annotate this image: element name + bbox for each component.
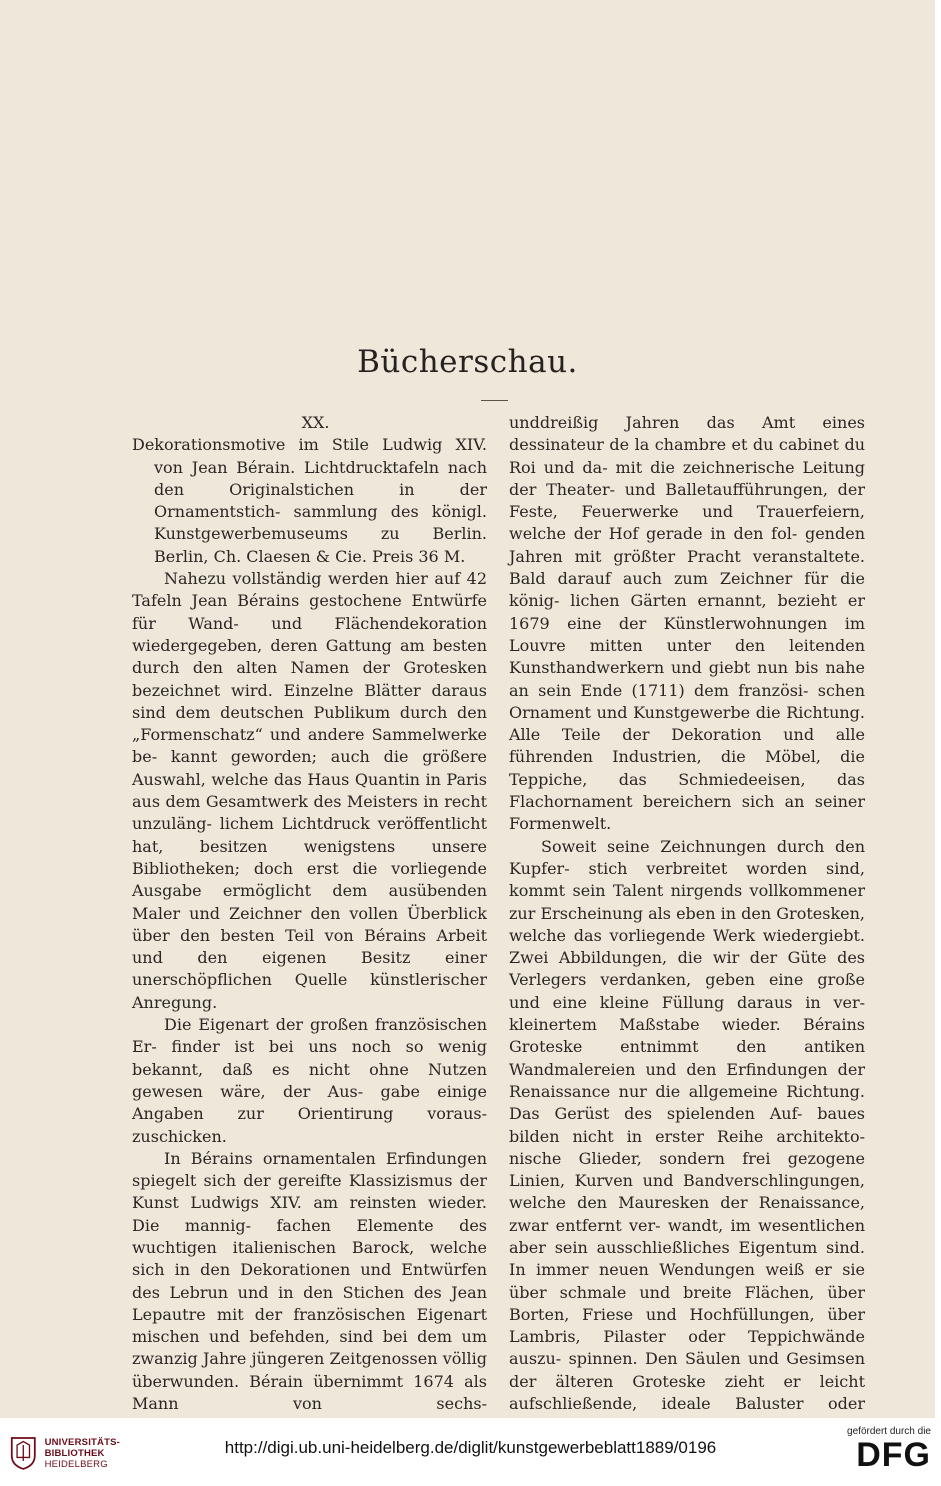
review-entry-title: Dekorationsmotive im Stile Ludwig XIV. [132,435,487,455]
funding-caption: gefördert durch die [847,1426,931,1437]
library-name-line-3: HEIDELBERG [44,1458,108,1470]
left-paragraph-2: Die Eigenart der großen französischen Er- finder ist bei uns noch so wenig bekannt, daß es nicht ohne Nutzen gewesen wäre, der Aus- gabe einige Angaben zur Orientirung voraus- zuschicken. [132,1015,487,1146]
permalink-url[interactable]: http://digi.ub.uni-heidelberg.de/diglit/kunstgewerbeblatt1889/0196 [224,1438,717,1457]
viewer-footer [0,1418,941,1486]
dfg-funding-logo[interactable] [811,1426,931,1473]
dfg-logo-text: DFG [856,1436,931,1474]
title-divider [481,400,508,401]
page-title: Bücherschau. [357,344,578,380]
left-paragraph-1: Nahezu vollständig werden hier auf 42 Tafeln Jean Bérains gestochene Entwürfe für Wand- und Flächendekoration wiedergegeben, deren Gattung am besten durch den alten Namen der Grotesken bezeichnet wird. Einzelne Blätter daraus sind dem deutschen Publikum durch den „Formenschatz“ und andere Sammelwerke be- kannt geworden; auch die größere Auswahl, welche das Haus Quantin in Paris aus dem Gesamtwerk des Meisters in recht unzuläng- lichem Lichtdruck veröffentlicht hat, besitzen wenigstens unsere Bibliotheken; doch erst die vorliegende Ausgabe ermöglicht dem ausübenden Maler und Zeichner den vollen Überblick über den besten Teil von Bérains Arbeit und den eigenen Besitz einer unerschöpflichen Quelle künstlerischer Anregung. [132,569,487,1012]
review-number: XX. [301,413,330,432]
review-entry-bibliography: von Jean Bérain. Lichtdrucktafeln nach den Originalstichen in der Ornamentstich- sammlung des königl. Kunstgewerbemuseums zu Berlin. Berlin, Ch. Claesen & Cie. Preis 36 M. [154,457,487,566]
right-column [509,412,865,1438]
library-name-line-1: UNIVERSITÄTS- [44,1436,120,1448]
left-column [132,412,487,1415]
left-paragraph-3: In Bérains ornamentalen Erfindungen spiegelt sich der gereifte Klassizismus der Kunst Ludwigs XIV. am reinsten wieder. Die mannig- fachen Elemente des wuchtigen italienischen Barock, welche sich in den Dekorationen und Entwürfen des Lebrun und in den Stichen des Jean Lepautre mit der französischen Eigenart mischen und befehden, sind bei dem um zwanzig Jahre jüngeren Zeitgenossen völlig überwunden. Bérain übernimmt 1674 als Mann von sechs- [132,1148,487,1414]
library-name-line-2: BIBLIOTHEK [44,1447,105,1459]
right-paragraph-2: Soweit seine Zeichnungen durch den Kupfer- stich verbreitet worden sind, kommt sein Talent nirgends vollkommener zur Erscheinung als eben in den Grotesken, welche das vorliegende Werk wiedergiebt. Zwei Abbildungen, die wir der Güte des Verlegers verdanken, geben eine große und eine kleine Füllung daraus in ver- kleinertem Maßstabe wieder. Bérains Groteske entnimmt den antiken Wandmalereien und den Erfindungen der Renaissance nur die allgemeine Richtung. Das Gerüst des spielenden Auf- baues bilden nicht in erster Reihe architekto- nische Glieder, sondern frei gezogene Linien, Kurven und Bandverschlingungen, welche den Mauresken der Renaissance, zwar entfernt ver- wandt, im wesentlichen aber sein ausschließliches Eigentum sind. In immer neuen Wendungen weiß er sie über schmale und breite Flächen, über Borten, Friese und Hochfüllungen, über Lambris, Pilaster oder Teppichwände auszu- spinnen. Den Säulen und Gesimsen der älteren Groteske zieht er leicht aufschließende, ideale Baluster oder [509,836,865,1414]
right-paragraph-1: unddreißig Jahren das Amt eines dessinateur de la chambre et du cabinet du Roi und da- mit die zeichnerische Leitung der Theater- und Balletaufführungen, der Feste, Feuerwerke und Trauerfeiern, welche der Hof gerade in den fol- genden Jahren mit größter Pracht veranstaltete. Bald darauf auch zum Zeichner für die könig- lichen Gärten ernannt, bezieht er 1679 eine der Künstlerwohnungen im Louvre mitten unter den leitenden Kunsthandwerkern und giebt nun bis nahe an sein Ende (1711) dem französi- schen Ornament und Kunstgewerbe die Richtung. Alle Teile der Dekoration und alle führenden Industrien, die Möbel, die Teppiche, das Schmiedeeisen, das Flachornament bereichern sich an seiner Formenwelt. [509,413,865,834]
